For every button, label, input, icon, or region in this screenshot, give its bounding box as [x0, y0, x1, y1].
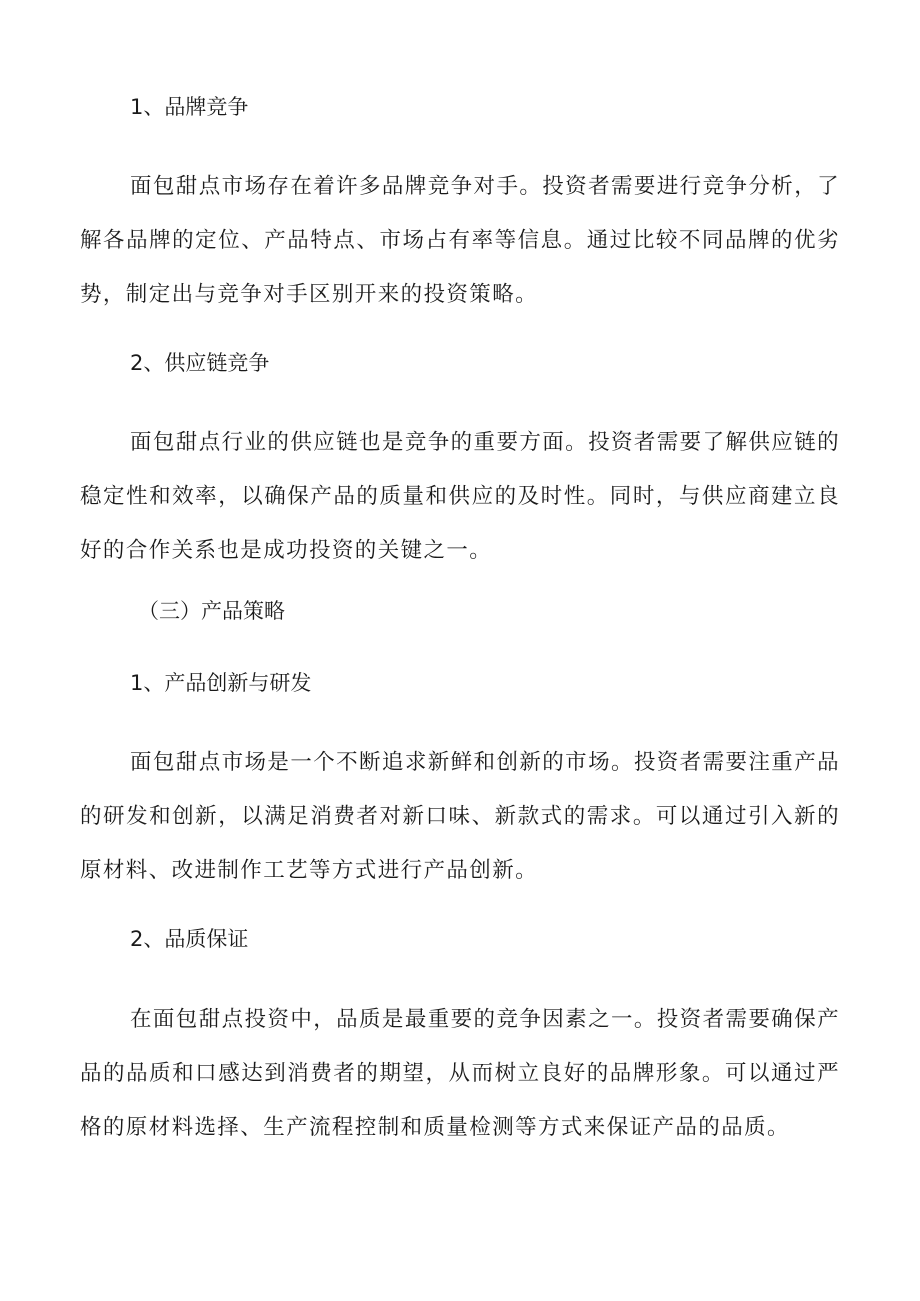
paragraph-product-innovation: 面包甜点市场是一个不断追求新鲜和创新的市场。投资者需要注重产品的研发和创新，以满足消费者对新口味、新款式的需求。可以通过引入新的原材料、改进制作工艺等方式进行产品创新。	[80, 750, 840, 883]
chapter-heading-product-strategy: （三）产品策略	[138, 599, 285, 623]
section-heading-product-innovation: 1、产品创新与研发	[130, 671, 312, 695]
section-heading-supply-chain: 2、供应链竞争	[130, 351, 270, 375]
section-heading-brand-competition: 1、品牌竞争	[130, 95, 249, 119]
paragraph-supply-chain: 面包甜点行业的供应链也是竞争的重要方面。投资者需要了解供应链的稳定性和效率，以确保产品的质量和供应的及时性。同时，与供应商建立良好的合作关系也是成功投资的关键之一。	[80, 430, 840, 563]
paragraph-quality-assurance: 在面包甜点投资中，品质是最重要的竞争因素之一。投资者需要确保产品的品质和口感达到消费者的期望，从而树立良好的品牌形象。可以通过严格的原材料选择、生产流程控制和质量检测等方式来保证产品的品质。	[80, 1007, 840, 1140]
section-heading-quality-assurance: 2、品质保证	[130, 927, 249, 951]
paragraph-brand-competition: 面包甜点市场存在着许多品牌竞争对手。投资者需要进行竞争分析，了解各品牌的定位、产品特点、市场占有率等信息。通过比较不同品牌的优劣势，制定出与竞争对手区别开来的投资策略。	[80, 174, 840, 307]
